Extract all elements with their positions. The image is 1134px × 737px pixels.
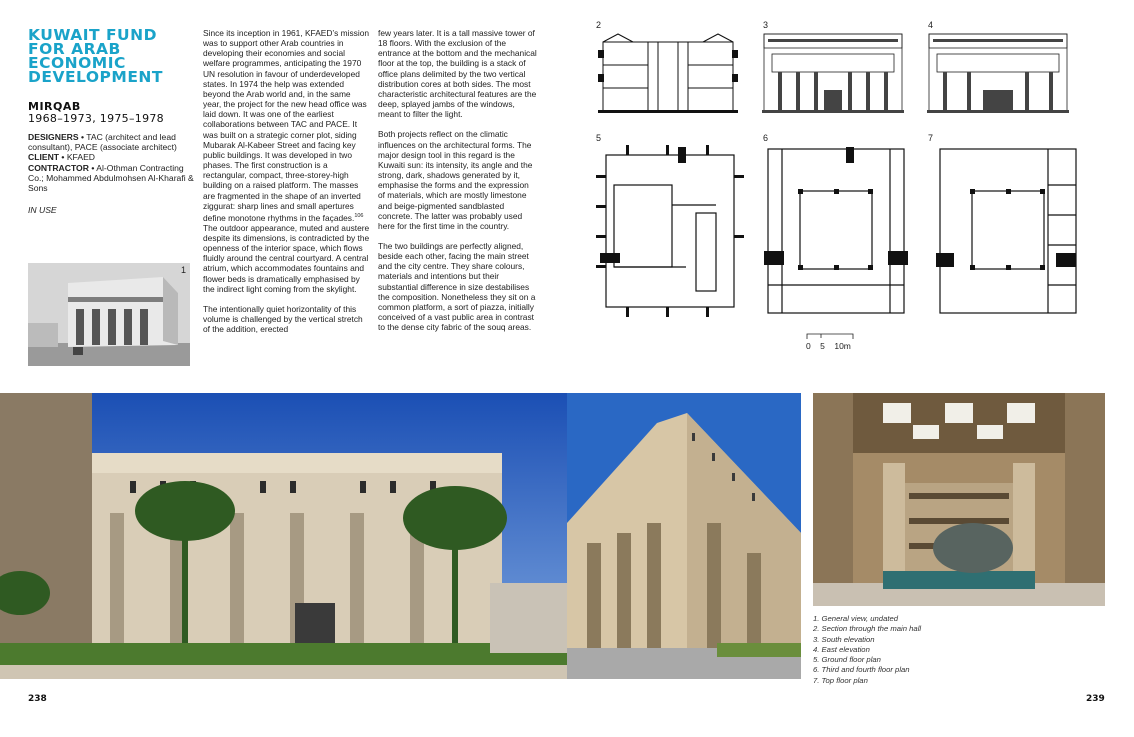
scale-bar [805, 333, 865, 353]
section-drawing [598, 30, 738, 115]
project-dates: 1968–1973, 1975–1978 [28, 112, 164, 125]
client-label: CLIENT • [28, 152, 65, 163]
east-elevation-drawing [927, 32, 1069, 114]
caption-5: 5. Ground floor plan [813, 655, 881, 665]
figure-number-5: 5 [596, 133, 602, 143]
caption-3: 3. South elevation [813, 634, 875, 644]
text-column-2 [378, 28, 538, 342]
contractor-value: Al-Othman Contracting Co.; Mohammed Abdulmohsen Al-Kharafi & Sons [28, 162, 194, 194]
contractor-label: CONTRACTOR • [28, 162, 95, 173]
footnote-ref: 106 [354, 212, 364, 219]
client-value: KFAED [64, 152, 96, 163]
paragraph-2: The intentionally quiet horizontality of this volume is challenged by the vertical stretch of the addition, erected [203, 303, 363, 335]
figure-captions [813, 614, 1113, 686]
figure-number-3: 3 [763, 20, 769, 30]
third-fourth-floor-plan [762, 145, 910, 317]
figure-number-7: 7 [928, 133, 934, 143]
figure-number-1: 1 [181, 265, 187, 275]
project-credits [28, 132, 198, 193]
figure-number-2: 2 [596, 20, 602, 30]
photo-atrium [813, 393, 1105, 606]
paragraph-4: Both projects reflect on the climatic influences on the architectural forms. The major design tool in this regard is the Kuwaiti sun: its intensity, its angle and the strong, dark, shadows generated by it, emphasise the forms and the expression of materials, which are mostly limestone and beige-pigmented sandblasted concrete. The latter was probably used here for the first time in the country. [378, 129, 533, 231]
caption-6: 6. Third and fourth floor plan [813, 665, 910, 675]
caption-7: 7. Top floor plan [813, 675, 868, 685]
paragraph-1-text: Since its inception in 1961, KFAED’s mission was to support other Arab countries in developing their economies and social welfare programmes, anticipating the 1970 UN resolution in favour of underdeveloped states. In 1974 the help was extended beyond the Arab world and, in the same year, the project for the new head office was laid down. It was one of the earliest collaborations between TAC and PACE. It was built on a strategic corner plot, siding Mubarak Al-Kabeer Street and facing key public buildings. It was developed in two phases. The first construction is a rectangular, compact, three-storey-high building on a raised platform. The masses are fragmented in the shape of an inverted ziggurat: sharp lines and small apertures define monotone rhythms in the façades. [203, 28, 370, 223]
photo-tower [567, 393, 801, 679]
photo-general-view [28, 263, 190, 366]
scale-bar-label: 0 5 10m [806, 341, 851, 351]
paragraph-1 [203, 28, 370, 294]
text-column-1 [203, 28, 370, 344]
project-name: MIRQAB [28, 100, 81, 113]
ground-floor-plan [596, 145, 744, 317]
top-floor-plan [928, 145, 1078, 317]
designers-value: TAC (architect and lead consultant), PACE (associate architect) [28, 132, 177, 153]
status-label: IN USE [28, 205, 57, 215]
caption-2: 2. Section through the main hall [813, 624, 922, 634]
page-number-right: 239 [1086, 694, 1105, 704]
paragraph-5: The two buildings are perfectly aligned, beside each other, facing the main street and the city centre. They share colours, materials and intentions but their substantial difference in size destabilises the composition. Nonetheless they sit on a common platform, a sort of piazza, initially conceived of a vast public area in contrast to the dense city fabric of the souq areas. [378, 240, 536, 333]
south-elevation-drawing [762, 32, 904, 114]
caption-1: 1. General view, undated [813, 614, 899, 623]
page-number-left: 238 [28, 694, 47, 704]
photo-low-building [0, 393, 567, 679]
article-title: KUWAIT FUND FOR ARAB ECONOMIC DEVELOPMENT [28, 26, 163, 86]
figure-number-6: 6 [763, 133, 769, 143]
designers-label: DESIGNERS • [28, 132, 85, 142]
caption-4: 4. East elevation [813, 644, 870, 654]
paragraph-1-text-cont: The outdoor appearance, muted and austere despite its dimensions, is contradicted by the openness of the interior space, which flows fluidly around the central courtyard. A central atrium, which accommodates fountains and flower beds is dramatically emphasised by the indirect light coming from the skylight. [203, 222, 370, 294]
figure-number-4: 4 [928, 20, 934, 30]
paragraph-3: few years later. It is a tall massive tower of 18 floors. With the exclusion of the entrance at the bottom and the mechanical floor at the top, the building is a stack of office plans delimited by the two vertical distribution cores at both sides. The most characteristic architectural features are the deep, splayed jambs of the windows, meant to filter the light. [378, 28, 537, 120]
